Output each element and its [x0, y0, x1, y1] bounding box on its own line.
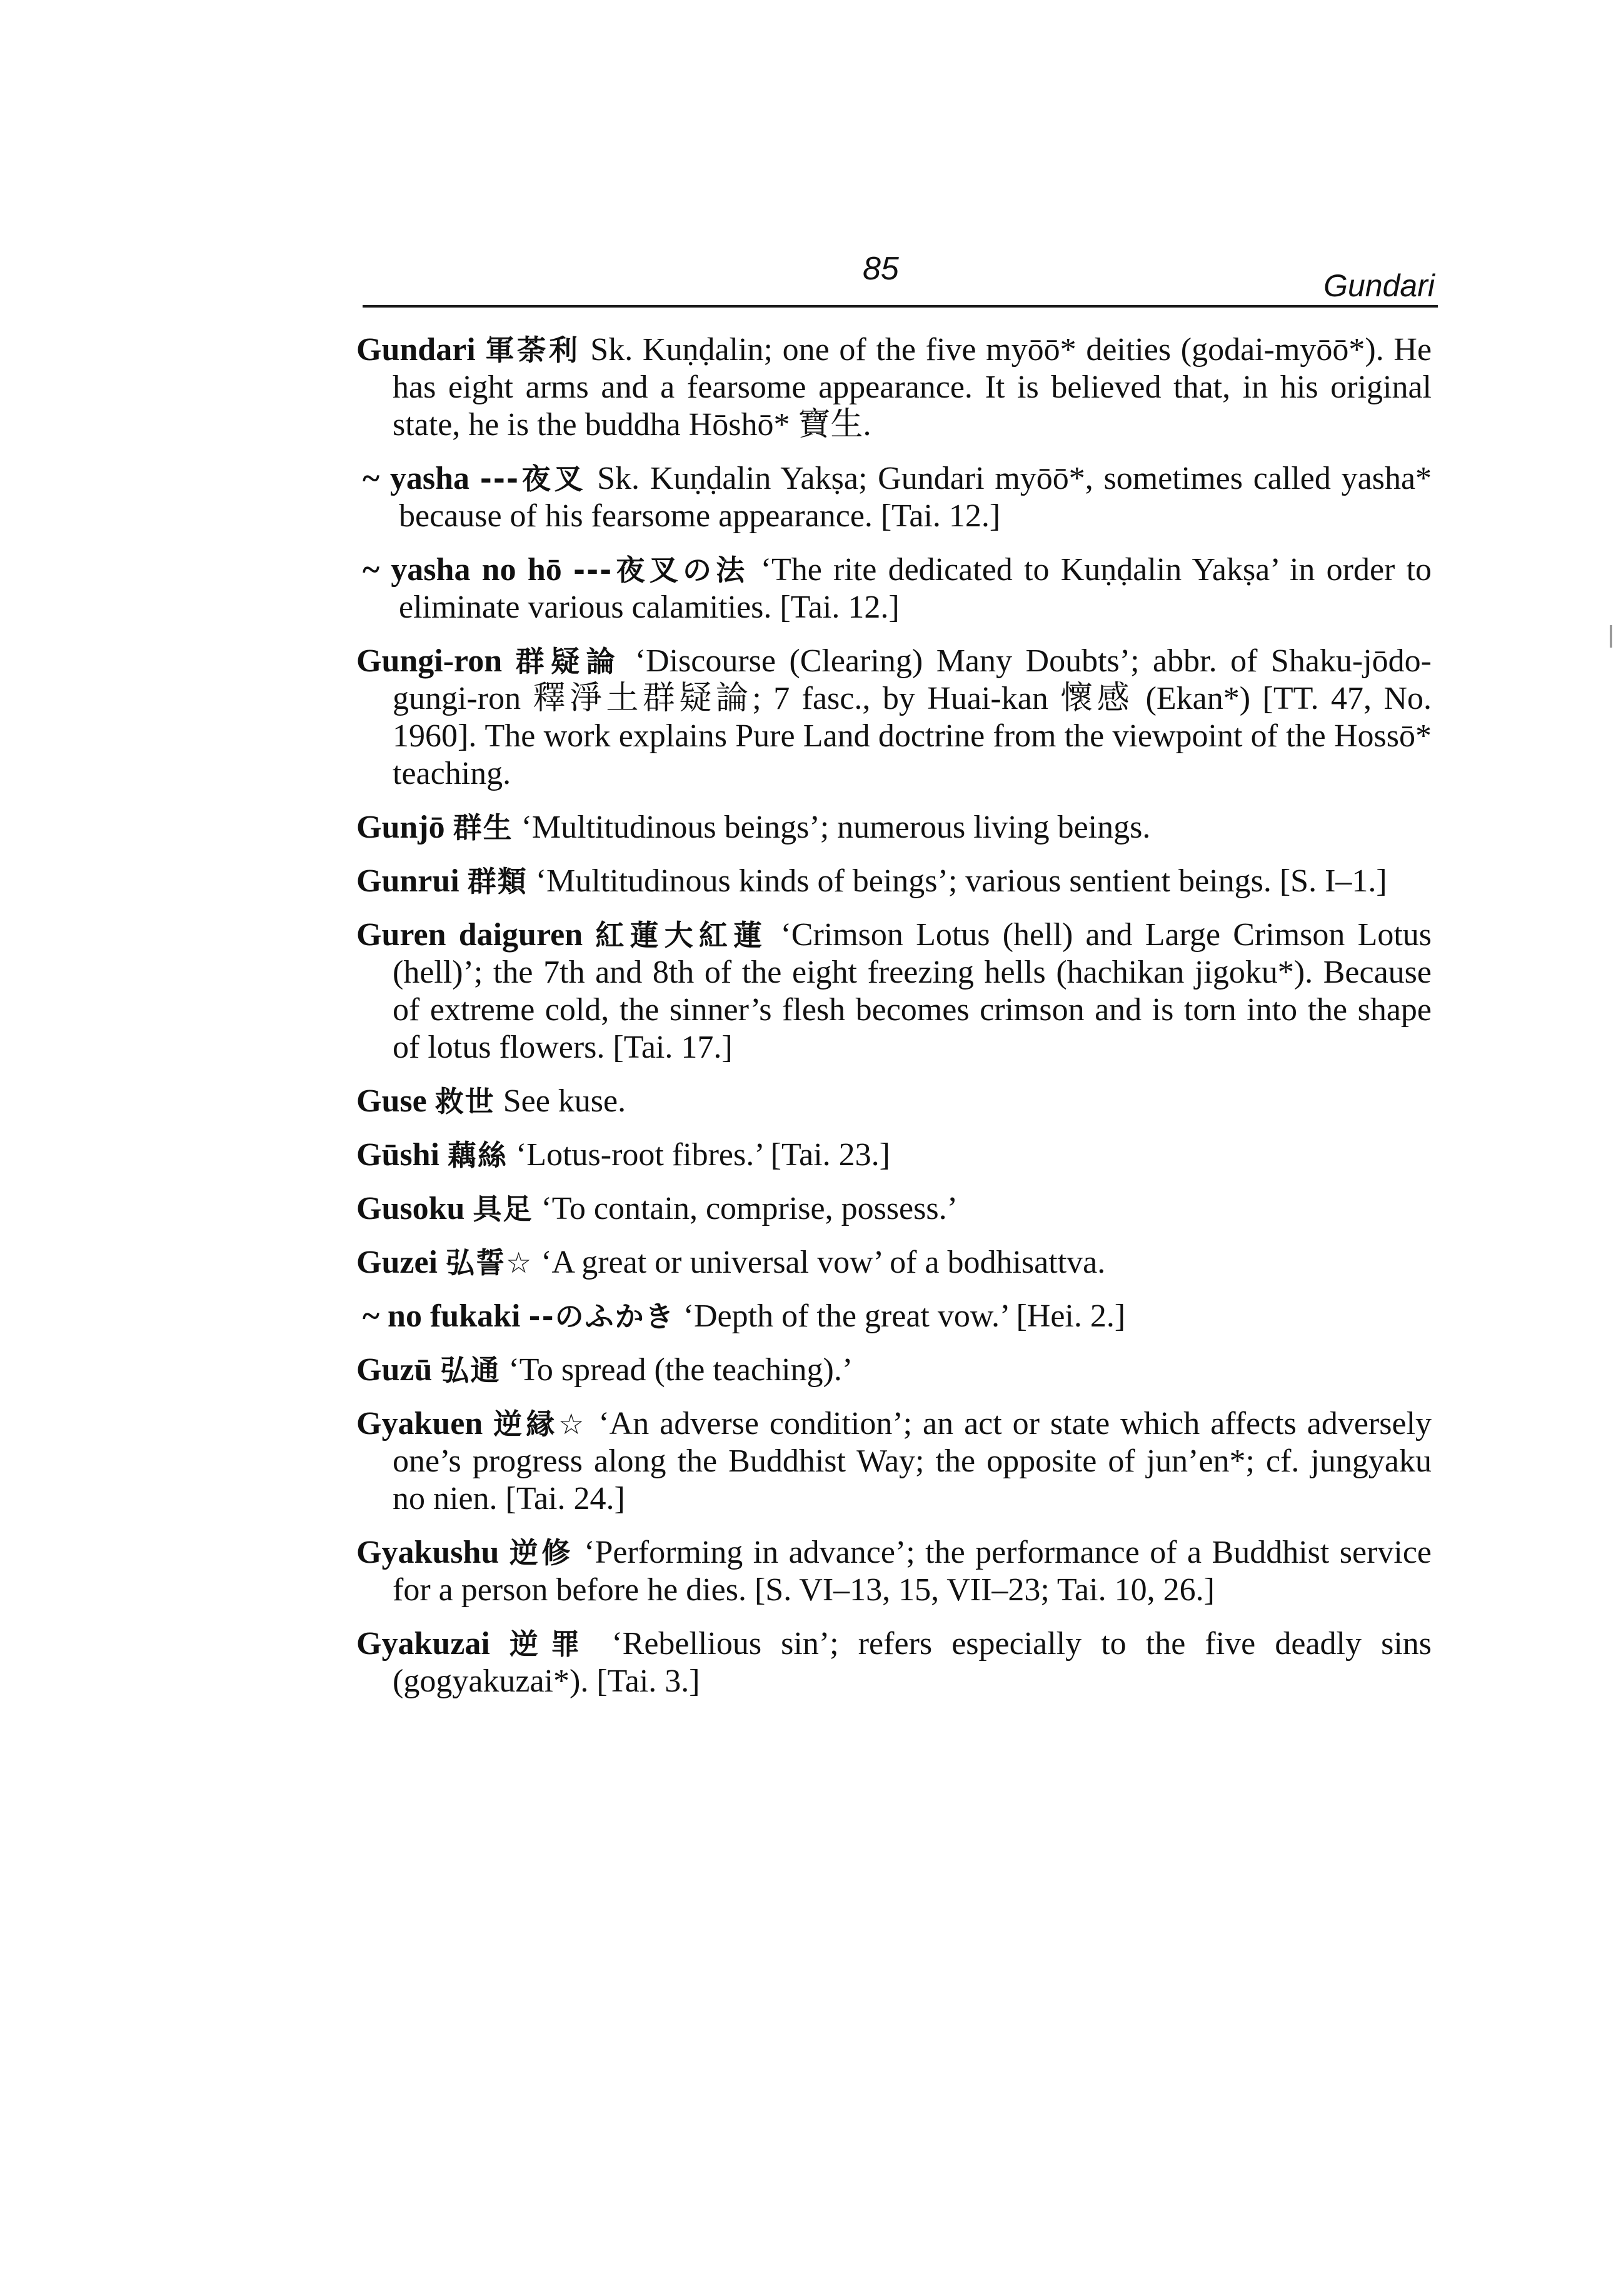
- dictionary-entry: [356, 1351, 1432, 1389]
- dictionary-entry: [356, 916, 1432, 1066]
- entry-kanji: 群類: [467, 865, 528, 898]
- entry-headword: no fukaki: [388, 1298, 521, 1334]
- entry-definition: Sk. Kuṇḍalin; one of the five myōō* deities (godai-myōō*). He has eight arms and a fearsome appearance. It is believed that, in his original state, he is the buddha Hōshō* 寶生.: [393, 332, 1432, 443]
- dictionary-entry: [356, 1190, 1432, 1228]
- entry-headword: Gungi-ron: [356, 643, 503, 679]
- entry-kanji: 弘通: [440, 1353, 501, 1387]
- entry-headword: Guzei: [356, 1245, 438, 1280]
- page-number: 85: [863, 251, 899, 287]
- entry-headword: Guse: [356, 1083, 427, 1119]
- entry-tilde: ~: [363, 1298, 380, 1334]
- scan-mark: [1610, 625, 1612, 648]
- header-rule: [363, 305, 1438, 308]
- entry-headword: Gyakushu: [356, 1535, 499, 1570]
- dictionary-subentry: [363, 1298, 1432, 1335]
- dictionary-entry: [356, 863, 1432, 900]
- entry-kanji: 群疑論: [515, 644, 622, 678]
- dictionary-entry: [356, 1625, 1432, 1700]
- entry-definition: ‘Discourse (Clearing) Many Doubts’; abbr. of Shaku-jōdo-gungi-ron 釋淨土群疑論; 7 fasc., by Huai-kan 懷感 (Ekan*) [TT. 47, No. 1960]. The work explains Pure Land doctrine from the viewpoint of the Hossō* teaching.: [393, 643, 1432, 791]
- entry-kanji: 逆罪: [509, 1627, 593, 1661]
- entry-list: [356, 331, 1432, 1717]
- dictionary-entry: [356, 1534, 1432, 1609]
- entry-definition: ‘Depth of the great vow.’ [Hei. 2.]: [683, 1298, 1126, 1334]
- dictionary-entry: [356, 331, 1432, 444]
- entry-definition: ‘Performing in advance’; the performance of a Buddhist service for a person before he dies. [S. VI–13, 15, VII–23; Tai. 10, 26.]: [393, 1535, 1432, 1608]
- entry-definition: ‘Multitudinous kinds of beings’; various sentient beings. [S. I–1.]: [535, 863, 1387, 899]
- entry-headword: Gundari: [356, 332, 476, 368]
- entry-definition: ‘To spread (the teaching).’: [508, 1352, 853, 1388]
- entry-kanji: 軍荼利: [485, 333, 581, 367]
- entry-headword: Guren daiguren: [356, 917, 583, 953]
- running-head: Gundari: [1323, 268, 1435, 303]
- entry-headword: yasha no hō: [391, 552, 562, 588]
- entry-headword: Guzū: [356, 1352, 433, 1388]
- entry-kanji: 紅蓮大紅蓮: [595, 918, 768, 952]
- entry-kanji: 救世: [434, 1085, 495, 1118]
- entry-definition: ‘An adverse condition’; an act or state which affects adversely one’s progress along the Buddhist Way; the opposite of jun’en*; cf. jungyaku no nien. [Tai. 24.]: [393, 1406, 1432, 1516]
- dictionary-entry: [356, 1405, 1432, 1518]
- entry-definition: ‘To contain, comprise, possess.’: [541, 1191, 958, 1226]
- entry-tilde: ~: [363, 461, 380, 496]
- entry-definition: ‘Crimson Lotus (hell) and Large Crimson Lotus (hell)’; the 7th and 8th of the eight freezing hells (hachikan jigoku*). Because of extreme cold, the sinner’s flesh becomes crimson and is torn into the shape of lotus flowers. [Tai. 17.]: [393, 917, 1432, 1065]
- entry-definition: ‘The rite dedicated to Kuṇḍalin Yakṣa’ in order to eliminate various calamities. [Tai. 12.]: [399, 552, 1432, 625]
- entry-headword: Gunrui: [356, 863, 459, 899]
- entry-headword: Gunjō: [356, 810, 445, 845]
- dictionary-entry: [356, 1136, 1432, 1174]
- entry-kanji: 逆縁☆: [493, 1407, 588, 1441]
- entry-headword: Gusoku: [356, 1191, 465, 1226]
- entry-headword: Gyakuen: [356, 1406, 483, 1441]
- dictionary-subentry: [363, 551, 1432, 626]
- entry-kanji: ---夜叉の法: [573, 553, 750, 587]
- entry-definition: ‘Lotus-root fibres.’ [Tai. 23.]: [515, 1137, 890, 1173]
- entry-definition: Sk. Kuṇḍalin Yakṣa; Gundari myōō*, sometimes called yasha* because of his fearsome appearance. [Tai. 12.]: [399, 461, 1432, 534]
- entry-headword: Gūshi: [356, 1137, 439, 1173]
- entry-kanji: 群生: [453, 811, 513, 845]
- entry-headword: Gyakuzai: [356, 1626, 490, 1662]
- dictionary-subentry: [363, 460, 1432, 535]
- entry-kanji: 藕絲: [447, 1138, 508, 1172]
- entry-definition: ‘Rebellious sin’; refers especially to the five deadly sins (gogyakuzai*). [Tai. 3.]: [393, 1626, 1432, 1699]
- dictionary-entry: [356, 1244, 1432, 1281]
- entry-tilde: ~: [363, 552, 380, 588]
- entry-kanji: 具足: [473, 1192, 533, 1226]
- entry-definition: ‘A great or universal vow’ of a bodhisattva.: [541, 1245, 1106, 1280]
- dictionary-entry: [356, 643, 1432, 793]
- entry-kanji: ---夜叉: [479, 462, 587, 496]
- dictionary-entry: [356, 809, 1432, 846]
- entry-headword: yasha: [389, 461, 469, 496]
- dictionary-entry: [356, 1083, 1432, 1120]
- entry-kanji: 逆修: [509, 1536, 574, 1570]
- entry-definition: See kuse.: [503, 1083, 626, 1119]
- entry-definition: ‘Multitudinous beings’; numerous living beings.: [521, 810, 1151, 845]
- entry-kanji: --のふかき: [528, 1300, 675, 1333]
- entry-kanji: 弘誓☆: [445, 1246, 533, 1280]
